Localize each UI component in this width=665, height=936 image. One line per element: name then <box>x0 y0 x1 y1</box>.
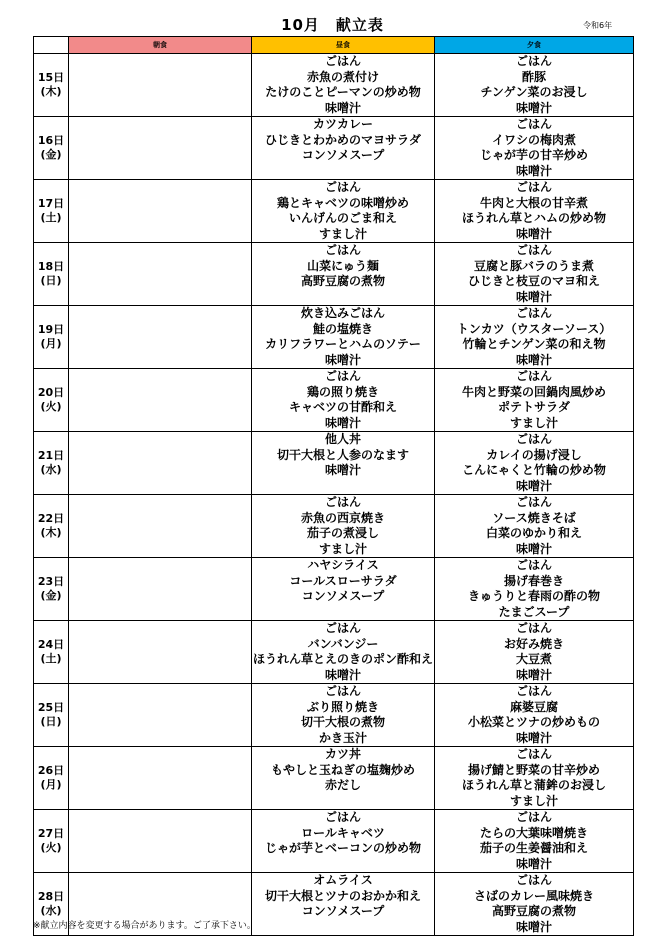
day-weekday: (月) <box>40 778 62 791</box>
day-cell <box>34 558 69 621</box>
day-date: 21日 <box>37 449 65 462</box>
lunch-cell <box>252 873 435 936</box>
lunch-item: ごはん <box>324 621 361 635</box>
lunch-cell <box>252 432 435 495</box>
lunch-item: コンソメスープ <box>301 589 385 603</box>
dinner-cell <box>435 432 634 495</box>
breakfast-cell <box>69 558 252 621</box>
dinner-item: トンカツ（ウスターソース） <box>456 321 612 336</box>
lunch-cell <box>252 810 435 873</box>
dinner-item: 味噌汁 <box>515 163 552 178</box>
lunch-item: じゃが芋とベーコンの炒め物 <box>264 841 421 855</box>
lunch-item: 赤だし <box>324 778 361 792</box>
day-cell <box>34 54 69 117</box>
dinner-item: ごはん <box>515 369 552 383</box>
dinner-item: 味噌汁 <box>515 856 552 871</box>
dinner-cell <box>435 621 634 684</box>
lunch-item: ごはん <box>324 684 361 698</box>
lunch-cell <box>252 369 435 432</box>
lunch-item: もやしと玉ねぎの塩麹炒め <box>270 762 415 777</box>
dinner-item: ソース焼きそば <box>492 510 576 525</box>
breakfast-cell <box>69 54 252 117</box>
dinner-cell <box>435 558 634 621</box>
day-date: 17日 <box>37 197 65 210</box>
dinner-item: ごはん <box>515 810 552 824</box>
dinner-item: お好み焼き <box>503 636 564 651</box>
lunch-item: ごはん <box>324 495 361 509</box>
day-row <box>34 180 634 243</box>
header-lunch: 昼食 <box>252 37 435 54</box>
day-date: 24日 <box>37 638 65 651</box>
dinner-item: 豆腐と豚バラのうま煮 <box>473 258 594 273</box>
era-label: 令和6年 <box>583 21 613 30</box>
breakfast-cell <box>69 621 252 684</box>
day-cell <box>34 432 69 495</box>
lunch-item: 赤魚の西京焼き <box>300 510 385 525</box>
lunch-item: たけのことピーマンの炒め物 <box>265 85 421 99</box>
day-cell <box>34 495 69 558</box>
lunch-item: コンソメスープ <box>301 148 385 162</box>
dinner-cell <box>435 684 634 747</box>
dinner-item: ごはん <box>515 684 552 698</box>
dinner-item: 味噌汁 <box>515 226 552 241</box>
lunch-item: ごはん <box>324 54 361 68</box>
dinner-item: じゃが芋の甘辛炒め <box>479 148 588 162</box>
dinner-item: 酢豚 <box>521 69 546 84</box>
lunch-item: 味噌汁 <box>324 463 361 477</box>
day-date: 15日 <box>37 71 65 84</box>
lunch-item: ひじきとわかめのマヨサラダ <box>265 132 421 147</box>
dinner-item: 味噌汁 <box>515 919 552 934</box>
dinner-item: 牛肉と野菜の回鍋肉風炒め <box>461 384 606 399</box>
dinner-item: ごはん <box>515 180 552 194</box>
day-cell <box>34 117 69 180</box>
breakfast-cell <box>69 117 252 180</box>
day-row <box>34 810 634 873</box>
dinner-item: 小松菜とツナの炒めもの <box>467 715 600 729</box>
day-cell <box>34 621 69 684</box>
day-row <box>34 684 634 747</box>
day-date: 27日 <box>37 827 65 840</box>
dinner-cell <box>435 243 634 306</box>
dinner-item: ごはん <box>515 747 552 761</box>
day-row <box>34 432 634 495</box>
lunch-item: ごはん <box>324 243 361 257</box>
dinner-cell <box>435 873 634 936</box>
day-date: 19日 <box>37 323 65 336</box>
day-row <box>34 495 634 558</box>
breakfast-cell <box>69 432 252 495</box>
day-row <box>34 54 634 117</box>
dinner-cell <box>435 747 634 810</box>
dinner-item: カレイの揚げ浸し <box>486 447 582 462</box>
dinner-item: 揚げ鯖と野菜の甘辛炒め <box>467 762 600 777</box>
lunch-item: 味噌汁 <box>324 415 361 430</box>
header-dinner: 夕食 <box>435 37 634 54</box>
dinner-item: すまし汁 <box>509 415 558 430</box>
lunch-item: ぶり照り焼き <box>306 699 379 714</box>
dinner-item: さばのカレー風味焼き <box>473 888 594 903</box>
lunch-item: 味噌汁 <box>324 352 361 367</box>
day-date: 23日 <box>37 575 65 588</box>
lunch-item: 鮭の塩焼き <box>312 321 373 336</box>
dinner-item: ごはん <box>515 495 552 509</box>
breakfast-cell <box>69 306 252 369</box>
breakfast-cell <box>69 684 252 747</box>
day-cell <box>34 684 69 747</box>
lunch-cell <box>252 747 435 810</box>
dinner-item: 揚げ春巻き <box>503 573 564 588</box>
dinner-item: ごはん <box>515 54 552 68</box>
day-weekday: (金) <box>40 589 62 602</box>
day-weekday: (水) <box>40 463 62 476</box>
dinner-item: ほうれん草とハムの炒め物 <box>461 211 606 225</box>
header-row <box>34 37 634 54</box>
lunch-item: カツ丼 <box>324 747 361 761</box>
breakfast-cell <box>69 495 252 558</box>
dinner-item: ごはん <box>515 432 552 446</box>
dinner-item: すまし汁 <box>509 793 558 808</box>
day-weekday: (木) <box>40 85 62 98</box>
lunch-item: カツカレー <box>312 117 373 131</box>
day-row <box>34 306 634 369</box>
day-cell <box>34 747 69 810</box>
lunch-cell <box>252 495 435 558</box>
day-weekday: (日) <box>40 274 62 287</box>
dinner-item: 味噌汁 <box>515 100 552 115</box>
dinner-item: きゅうりと春雨の酢の物 <box>467 589 600 603</box>
menu-body <box>34 54 634 936</box>
day-date: 25日 <box>37 701 65 714</box>
day-row <box>34 369 634 432</box>
dinner-item: ごはん <box>515 621 552 635</box>
day-cell <box>34 369 69 432</box>
dinner-item: ごはん <box>515 117 552 131</box>
page-title: 10月 献立表 <box>281 16 384 34</box>
lunch-item: 茄子の煮浸し <box>306 526 379 540</box>
lunch-item: 味噌汁 <box>324 667 361 682</box>
dinner-item: ほうれん草と蒲鉾のお浸し <box>461 778 606 792</box>
header-blank <box>34 37 69 54</box>
dinner-cell <box>435 54 634 117</box>
dinner-item: たまごスープ <box>498 604 570 619</box>
lunch-item: カリフラワーとハムのソテー <box>265 337 421 351</box>
lunch-item: 山菜にゅう麺 <box>307 258 379 273</box>
lunch-item: バンバンジー <box>307 636 379 651</box>
day-weekday: (火) <box>40 400 62 413</box>
lunch-item: 赤魚の煮付け <box>306 69 379 84</box>
lunch-item: ハヤシライス <box>307 558 379 572</box>
footer-note: ※献立内容を変更する場合があります。ご了承下さい。 <box>33 921 256 931</box>
lunch-cell <box>252 180 435 243</box>
day-row <box>34 621 634 684</box>
day-row <box>34 747 634 810</box>
dinner-item: 味噌汁 <box>515 289 552 304</box>
lunch-cell <box>252 306 435 369</box>
day-weekday: (土) <box>40 211 62 224</box>
day-cell <box>34 243 69 306</box>
day-weekday: (金) <box>40 148 62 161</box>
day-row <box>34 117 634 180</box>
day-weekday: (木) <box>40 526 62 539</box>
dinner-item: 茄子の生姜醤油和え <box>479 841 588 855</box>
dinner-item: 味噌汁 <box>515 352 552 367</box>
dinner-cell <box>435 495 634 558</box>
day-row <box>34 243 634 306</box>
dinner-item: 味噌汁 <box>515 667 552 682</box>
lunch-cell <box>252 558 435 621</box>
lunch-item: コールスローサラダ <box>289 573 397 588</box>
lunch-cell <box>252 54 435 117</box>
day-date: 26日 <box>37 764 65 777</box>
dinner-cell <box>435 180 634 243</box>
breakfast-cell <box>69 747 252 810</box>
lunch-item: 切干大根と人参のなます <box>276 447 409 462</box>
day-date: 18日 <box>37 260 65 273</box>
dinner-item: ごはん <box>515 243 552 257</box>
day-weekday: (月) <box>40 337 62 350</box>
lunch-item: オムライス <box>313 873 373 887</box>
day-date: 16日 <box>37 134 65 147</box>
lunch-item: いんげんのごま和え <box>288 211 397 225</box>
lunch-cell <box>252 117 435 180</box>
breakfast-cell <box>69 810 252 873</box>
dinner-item: 大豆煮 <box>515 652 552 666</box>
lunch-item: 切干大根とツナのおかか和え <box>264 888 421 903</box>
lunch-cell <box>252 621 435 684</box>
dinner-cell <box>435 306 634 369</box>
dinner-item: こんにゃくと竹輪の炒め物 <box>462 463 606 477</box>
breakfast-cell <box>69 243 252 306</box>
day-cell <box>34 306 69 369</box>
dinner-item: ごはん <box>515 873 552 887</box>
lunch-item: 切干大根の煮物 <box>300 715 385 729</box>
dinner-item: 白菜のゆかり和え <box>485 526 582 540</box>
lunch-item: ごはん <box>324 810 361 824</box>
lunch-item: 高野豆腐の煮物 <box>300 274 385 288</box>
dinner-item: チンゲン菜のお浸し <box>480 85 588 99</box>
lunch-item: すまし汁 <box>318 541 367 556</box>
lunch-cell <box>252 684 435 747</box>
day-row <box>34 558 634 621</box>
lunch-item: 鶏の照り焼き <box>306 384 379 399</box>
day-weekday: (日) <box>40 715 62 728</box>
dinner-item: 味噌汁 <box>515 541 552 556</box>
day-date: 22日 <box>37 512 65 525</box>
dinner-item: 味噌汁 <box>515 478 552 493</box>
dinner-item: ごはん <box>515 558 552 572</box>
lunch-item: ごはん <box>324 369 361 383</box>
day-weekday: (水) <box>40 904 62 917</box>
lunch-item: コンソメスープ <box>301 904 385 918</box>
dinner-item: 麻婆豆腐 <box>509 699 558 714</box>
lunch-item: キャベツの甘酢和え <box>288 400 397 414</box>
day-weekday: (火) <box>40 841 62 854</box>
day-weekday: (土) <box>40 652 62 665</box>
breakfast-cell <box>69 369 252 432</box>
lunch-item: かき玉汁 <box>318 730 367 745</box>
header-breakfast: 朝食 <box>69 37 252 54</box>
menu-table <box>33 36 634 936</box>
lunch-item: ロールキャベツ <box>301 825 385 840</box>
lunch-item: 他人丼 <box>324 432 361 446</box>
dinner-item: イワシの梅肉煮 <box>491 132 576 147</box>
lunch-cell <box>252 243 435 306</box>
lunch-item: 炊き込みごはん <box>300 306 385 320</box>
lunch-item: ごはん <box>324 180 361 194</box>
day-cell <box>34 810 69 873</box>
dinner-item: たらの大葉味噌焼き <box>479 825 588 840</box>
dinner-item: 竹輪とチンゲン菜の和え物 <box>462 337 606 351</box>
lunch-item: ほうれん草とえのきのポン酢和え <box>252 652 433 666</box>
dinner-item: ひじきと枝豆のマヨ和え <box>467 274 600 288</box>
dinner-item: ごはん <box>515 306 552 320</box>
dinner-cell <box>435 810 634 873</box>
dinner-item: ポテトサラダ <box>498 400 570 414</box>
dinner-item: 味噌汁 <box>515 730 552 745</box>
dinner-item: 高野豆腐の煮物 <box>491 904 576 918</box>
breakfast-cell <box>69 180 252 243</box>
day-date: 28日 <box>37 890 65 903</box>
dinner-cell <box>435 117 634 180</box>
dinner-item: 牛肉と大根の甘辛煮 <box>479 195 588 210</box>
lunch-item: すまし汁 <box>318 226 367 241</box>
lunch-item: 味噌汁 <box>324 100 361 115</box>
day-date: 20日 <box>37 386 65 399</box>
dinner-cell <box>435 369 634 432</box>
lunch-item: 鶏とキャベツの味噌炒め <box>276 195 409 210</box>
day-cell <box>34 180 69 243</box>
